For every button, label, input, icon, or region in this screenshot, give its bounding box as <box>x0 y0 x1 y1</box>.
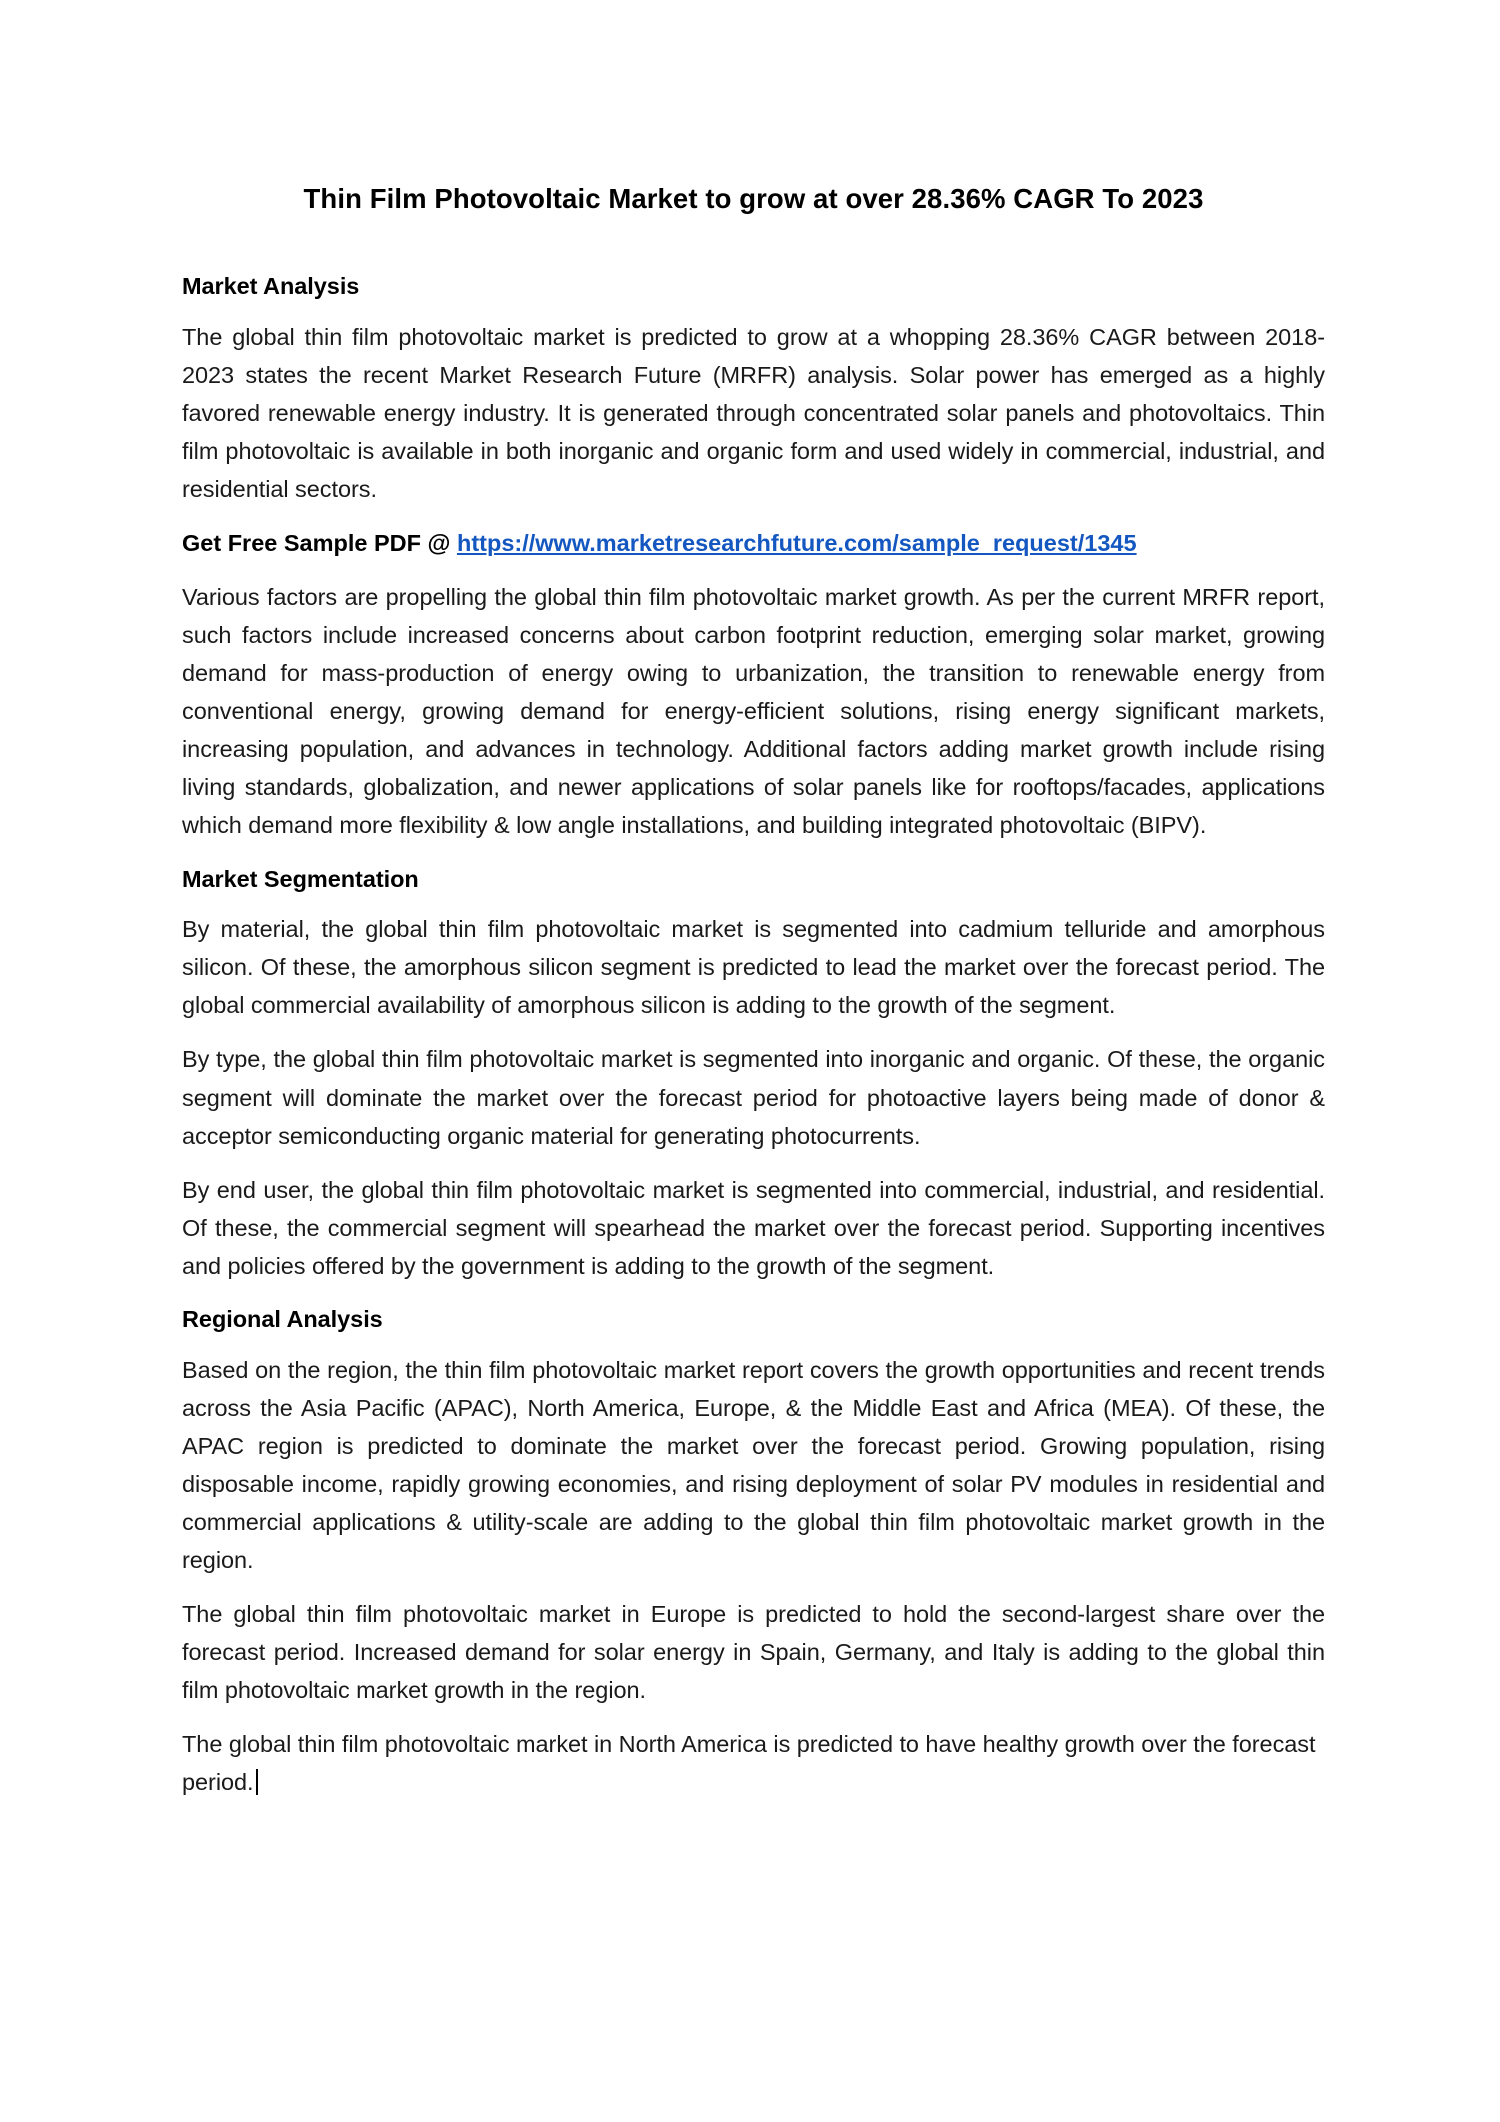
spacer <box>182 303 1325 318</box>
spacer <box>182 1155 1325 1171</box>
spacer <box>182 895 1325 910</box>
paragraph-market-drivers: Various factors are propelling the global thin film photovoltaic market growth. As per the current MRFR report, such factors include increased concerns about carbon footprint reduction, emerging solar market, growing demand for mass-production of energy owing to urbanization, the transition to renewable energy from conventional energy, growing demand for energy-efficient solutions, rising energy significant markets, increasing population, and advances in technology. Additional factors adding market growth include rising living standards, globalization, and newer applications of solar panels like for rooftops/facades, applications which demand more flexibility & low angle installations, and building integrated photovoltaic (BIPV). <box>182 584 1325 839</box>
spacer <box>182 215 1325 271</box>
heading-market-analysis: Market Analysis <box>182 273 360 299</box>
spacer <box>182 562 1325 578</box>
spacer <box>182 845 1325 864</box>
sample-pdf-label: Get Free Sample PDF @ <box>182 530 457 557</box>
sample-request-link[interactable]: https://www.marketresearchfuture.com/sample_request/1345 <box>456 530 1137 557</box>
text-cursor <box>256 1769 258 1795</box>
spacer <box>182 1336 1325 1351</box>
paragraph-regional-north-america <box>182 1725 1325 1801</box>
spacer <box>182 1285 1325 1304</box>
page-title: Thin Film Photovoltaic Market to grow at over 28.36% CAGR To 2023 <box>303 183 1204 214</box>
spacer <box>182 508 1325 524</box>
paragraph-regional-north-america-text: The global thin film photovoltaic market in North America is predicted to have healthy growth over the forecast period. <box>182 1731 1316 1796</box>
paragraph-segmentation-type: By type, the global thin film photovoltaic market is segmented into inorganic and organic. Of these, the organic segment will dominate the market over the forecast period for photoactive layers being made of donor & acceptor semiconducting organic material for generating photocurrents. <box>182 1046 1325 1149</box>
paragraph-market-analysis: The global thin film photovoltaic market is predicted to grow at a whopping 28.36% CAGR between 2018- 2023 states the recent Market Research Future (MRFR) analysis. Solar power has emerged as a highly favored renewable energy industry. It is generated through concentrated solar panels and photovoltaics. Thin film photovoltaic is available in both inorganic and organic form and used widely in commercial, industrial, and residential sectors. <box>182 323 1325 502</box>
spacer <box>182 1024 1325 1040</box>
spacer <box>182 1709 1325 1725</box>
spacer <box>182 1579 1325 1595</box>
sample-pdf-line <box>182 524 1325 562</box>
paragraph-segmentation-end-user: By end user, the global thin film photovoltaic market is segmented into commercial, industrial, and residential. Of these, the commercial segment will spearhead the market over the forecast period. Supporting incentives and policies offered by the government is adding to the growth of the segment. <box>182 1176 1325 1279</box>
document-content <box>182 0 1325 1801</box>
paragraph-segmentation-material: By material, the global thin film photovoltaic market is segmented into cadmium telluride and amorphous silicon. Of these, the amorphous silicon segment is predicted to lead the market over the forecast period. The global commercial availability of amorphous silicon is adding to the growth of the segment. <box>182 916 1325 1019</box>
heading-regional-analysis: Regional Analysis <box>182 1305 383 1332</box>
paragraph-regional-overview: Based on the region, the thin film photovoltaic market report covers the growth opportunities and recent trends across the Asia Pacific (APAC), North America, Europe, & the Middle East and Africa (MEA). Of these, the APAC region is predicted to dominate the market over the forecast period. Growing population, rising disposable income, rapidly growing economies, and rising deployment of solar PV modules in residential and commercial applications & utility-scale are adding to the global thin film photovoltaic market growth in the region. <box>182 1356 1325 1573</box>
heading-market-segmentation: Market Segmentation <box>182 865 419 892</box>
paragraph-regional-europe: The global thin film photovoltaic market in Europe is predicted to hold the second-largest share over the forecast period. Increased demand for solar energy in Spain, Germany, and Italy is adding to the global thin film photovoltaic market growth in the region. <box>182 1600 1325 1704</box>
